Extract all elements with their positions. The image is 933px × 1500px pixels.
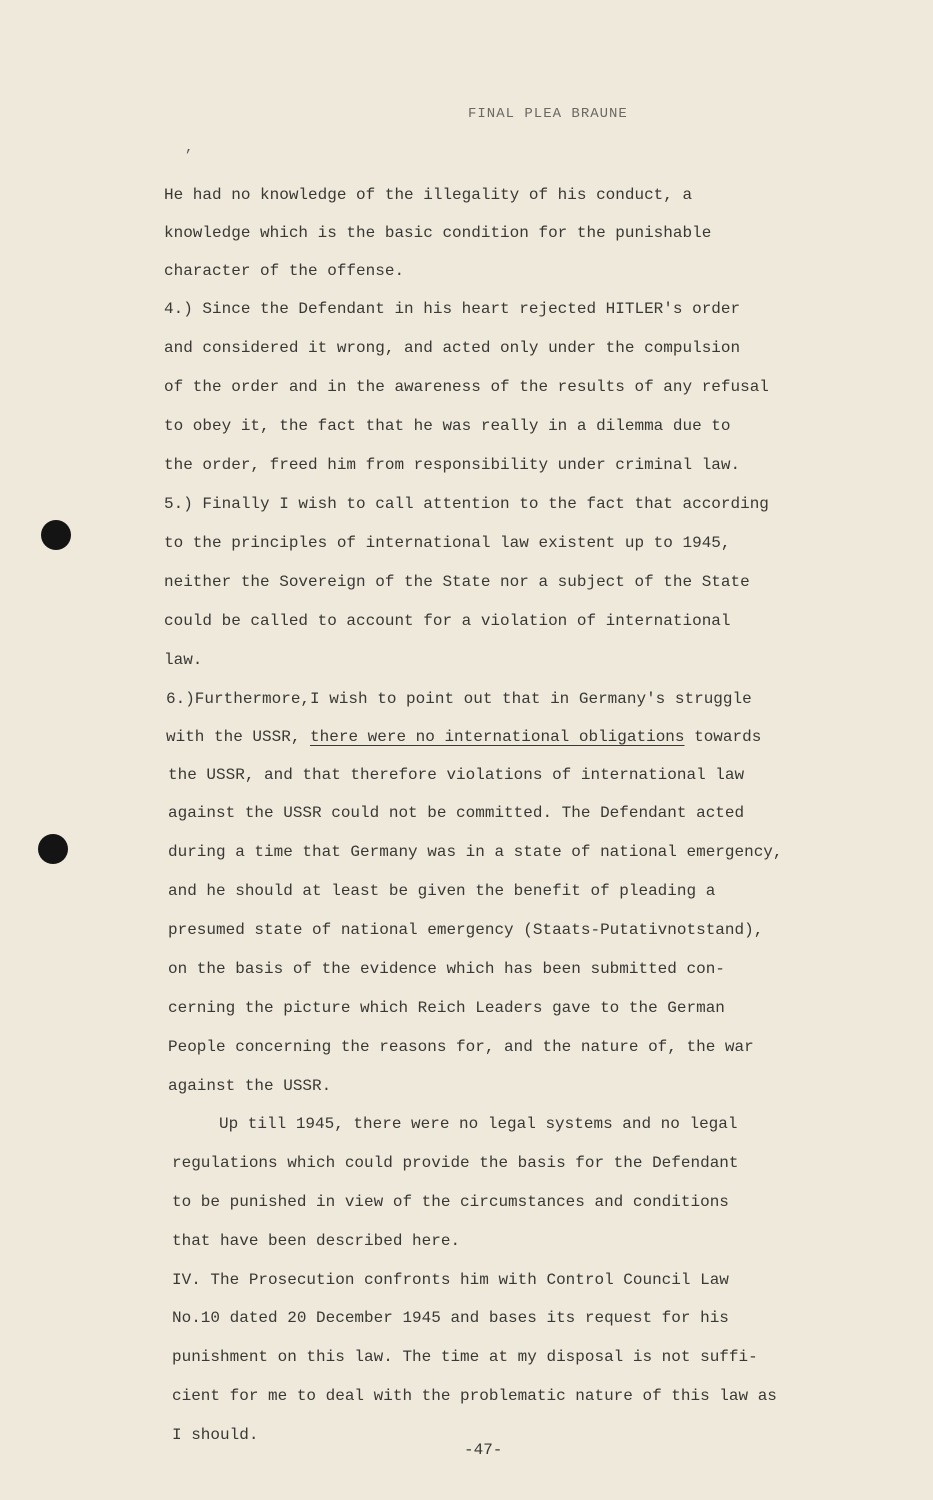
text-line-9: 5.) Finally I wish to call attention to the fact that according — [164, 495, 769, 513]
text-line-1: He had no knowledge of the illegality of his conduct, a — [164, 186, 693, 204]
text-line-6: of the order and in the awareness of the results of any refusal — [164, 378, 769, 396]
text-line-26: regulations which could provide the basis for the Defendant — [172, 1154, 739, 1172]
text-line-13: law. — [164, 651, 203, 669]
text-line-5: and considered it wrong, and acted only under the compulsion — [164, 339, 741, 357]
text-line-27: to be punished in view of the circumstances and conditions — [172, 1193, 729, 1211]
text-line-4: 4.) Since the Defendant in his heart rejected HITLER's order — [164, 300, 741, 318]
text-line-32: cient for me to deal with the problematic nature of this law as — [172, 1387, 777, 1405]
text-line-20: presumed state of national emergency (Staats-Putativnotstand), — [168, 921, 764, 939]
text-line-11: neither the Sovereign of the State nor a subject of the State — [164, 573, 750, 591]
text-line-24: against the USSR. — [168, 1077, 332, 1095]
text-line-3: character of the offense. — [164, 262, 405, 280]
text-line-23: People concerning the reasons for, and the nature of, the war — [168, 1038, 754, 1056]
text-line-15-lead: with the USSR, — [166, 728, 311, 746]
page-number: -47- — [464, 1441, 503, 1459]
text-line-14 — [166, 690, 752, 708]
text-line-16: the USSR, and that therefore violations of international law — [168, 766, 745, 784]
text-line-10: to the principles of international law existent up to 1945, — [164, 534, 731, 552]
punch-hole-lower — [38, 834, 68, 864]
text-line-7: to obey it, the fact that he was really in a dilemma due to — [164, 417, 731, 435]
text-line-12: could be called to account for a violation of international — [164, 612, 731, 630]
underlined-phrase: there were no international obligations — [310, 728, 685, 746]
text-line-15 — [166, 728, 761, 746]
text-line-22: cerning the picture which Reich Leaders gave to the German — [168, 999, 725, 1017]
text-line-25: Up till 1945, there were no legal systems and no legal — [219, 1115, 738, 1133]
page-header: FINAL PLEA BRAUNE — [468, 106, 628, 122]
text-line-31: punishment on this law. The time at my disposal is not suffi- — [172, 1348, 758, 1366]
text-line-28: that have been described here. — [172, 1232, 461, 1250]
stray-mark: , — [185, 140, 194, 156]
text-line-2: knowledge which is the basic condition for the punishable — [164, 224, 712, 242]
text-line-14-lead: 6.)Furthermore,I wish to point out that in Germany's struggle — [166, 690, 752, 708]
text-line-29: IV. The Prosecution confronts him with Control Council Law — [172, 1271, 729, 1289]
text-line-17: against the USSR could not be committed. The Defendant acted — [168, 804, 745, 822]
text-line-33: I should. — [172, 1426, 259, 1444]
text-line-19: and he should at least be given the benefit of pleading a — [168, 882, 716, 900]
punch-hole-upper — [41, 520, 71, 550]
text-line-18: during a time that Germany was in a state of national emergency, — [168, 843, 783, 861]
text-line-8: the order, freed him from responsibility under criminal law. — [164, 456, 741, 474]
text-line-15-tail: towards — [684, 728, 762, 746]
text-line-30: No.10 dated 20 December 1945 and bases its request for his — [172, 1309, 729, 1327]
text-line-21: on the basis of the evidence which has been submitted con- — [168, 960, 725, 978]
